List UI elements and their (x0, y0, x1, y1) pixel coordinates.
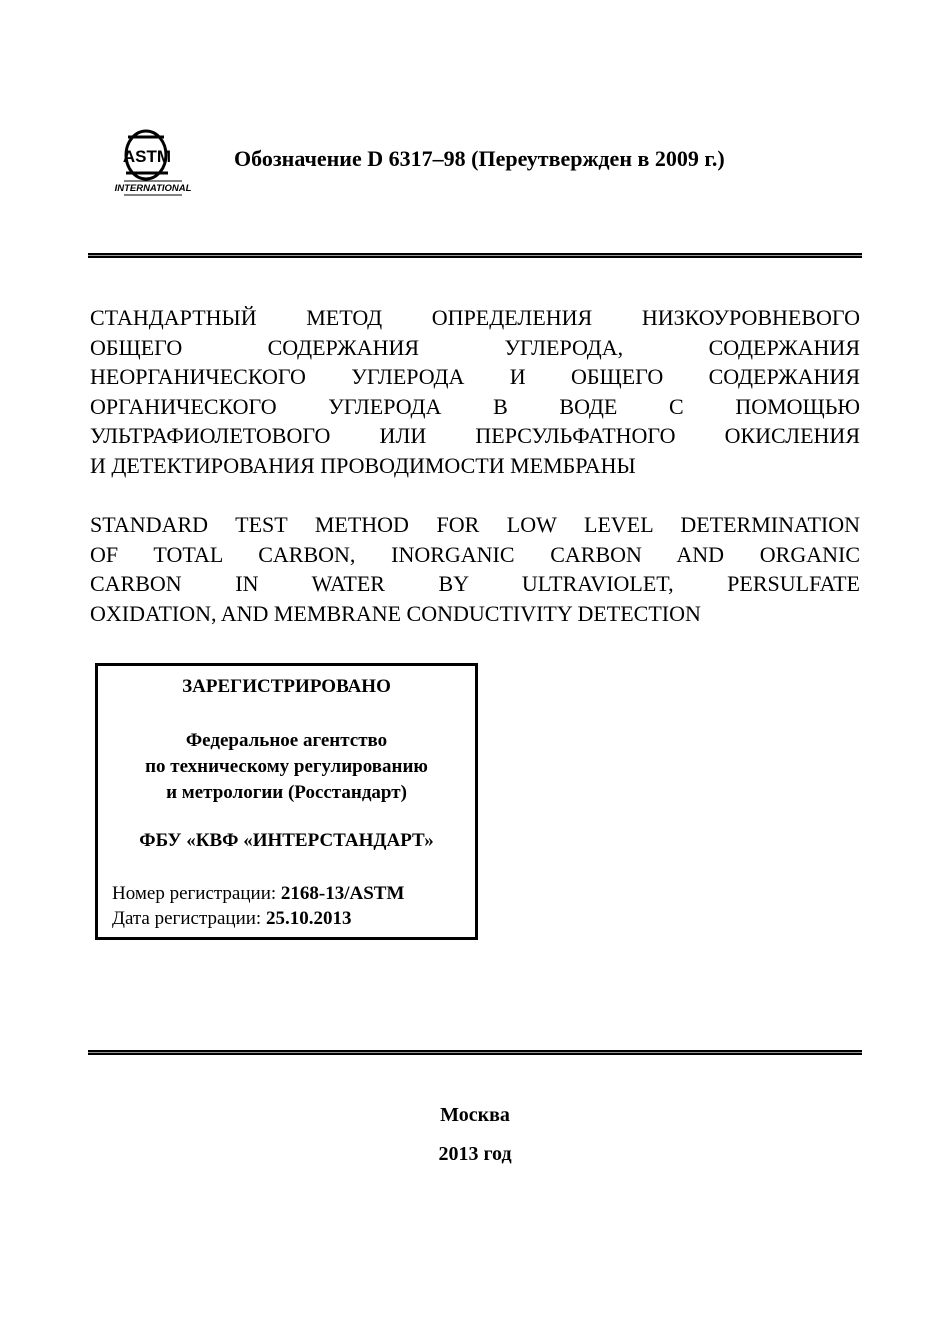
logo-letters: ASTM (122, 147, 172, 166)
footer-year: 2013 год (438, 1143, 512, 1165)
title-en-line: STANDARD TEST METHOD FOR LOW LEVEL DETERMINATION (90, 512, 860, 537)
footer-city: Москва (440, 1104, 510, 1126)
registration-meta (112, 881, 404, 931)
registration-number (112, 881, 404, 906)
registration-date (112, 906, 404, 931)
registration-date-label: Дата регистрации: (112, 908, 266, 929)
title-russian (90, 303, 860, 480)
registration-organization: ФБУ «КВФ «ИНТЕРСТАНДАРТ» (139, 830, 434, 851)
designation: Обозначение D 6317–98 (Переутвержден в 2009 г.) (234, 146, 725, 171)
bottom-divider (88, 1050, 862, 1055)
title-ru-line: ОРГАНИЧЕСКОГО УГЛЕРОДА В ВОДЕ С ПОМОЩЬЮ (90, 393, 860, 419)
title-ru-line: ОБЩЕГО СОДЕРЖАНИЯ УГЛЕРОДА, СОДЕРЖАНИЯ (90, 334, 860, 360)
title-en-line: OXIDATION, AND MEMBRANE CONDUCTIVITY DETECTION (90, 600, 701, 626)
astm-international-logo-icon (112, 127, 198, 199)
top-divider (88, 253, 862, 258)
agency-line: по техническому регулированию (145, 756, 428, 777)
title-ru-line: СТАНДАРТНЫЙ МЕТОД ОПРЕДЕЛЕНИЯ НИЗКОУРОВНЕВОГО (90, 305, 860, 330)
agency-line: Федеральное агентство (185, 730, 388, 751)
agency-line: и метрологии (Росстандарт) (166, 782, 407, 803)
title-ru-line: НЕОРГАНИЧЕСКОГО УГЛЕРОДА И ОБЩЕГО СОДЕРЖАНИЯ (90, 364, 860, 389)
title-ru-line: УЛЬТРАФИОЛЕТОВОГО ИЛИ ПЕРСУЛЬФАТНОГО ОКИСЛЕНИЯ (90, 423, 860, 448)
title-en-line: OF TOTAL CARBON, INORGANIC CARBON AND ORGANIC (90, 541, 860, 567)
registration-number-label: Номер регистрации: (112, 883, 281, 904)
title-ru-line: И ДЕТЕКТИРОВАНИЯ ПРОВОДИМОСТИ МЕМБРАНЫ (90, 452, 636, 478)
registration-box (95, 663, 478, 940)
registration-heading: ЗАРЕГИСТРИРОВАНО (182, 676, 391, 697)
registration-date-value: 25.10.2013 (265, 908, 352, 929)
title-en-line: CARBON IN WATER BY ULTRAVIOLET, PERSULFATE (90, 571, 860, 596)
logo-subtitle: INTERNATIONAL (114, 183, 192, 194)
title-english (90, 510, 860, 628)
astm-logo (112, 127, 198, 199)
registration-agency (98, 728, 475, 806)
registration-number-value: 2168-13/ASTM (280, 883, 405, 904)
